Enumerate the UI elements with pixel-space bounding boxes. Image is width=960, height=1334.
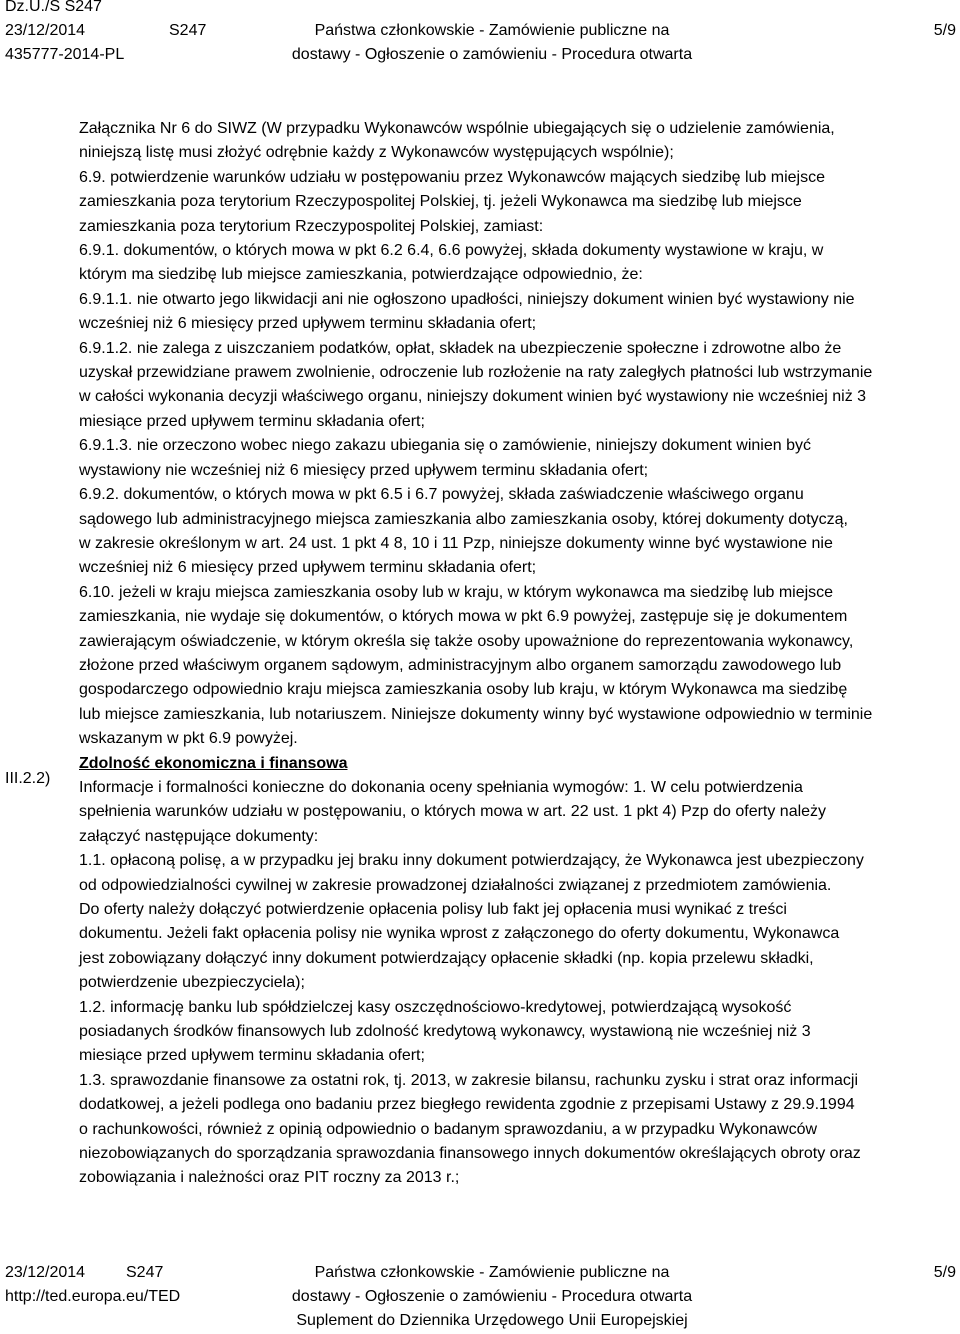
text-line: niniejszą listę musi złożyć odrębnie każdy z Wykonawców występujących wspólnie); xyxy=(79,144,674,162)
footer-page-number: 5/9 xyxy=(933,1264,956,1281)
text-line: załączyć następujące dokumenty: xyxy=(79,827,319,845)
footer-series: S247 xyxy=(126,1264,164,1281)
text-line: spełnienia warunków udziału w postępowaniu, o których mowa w art. 22 ust. 1 pkt 4) Pzp do oferty należy xyxy=(79,803,827,821)
text-line: uzyskał przewidziane prawem zwolnienie, odroczenie lub rozłożenie na raty zaległych płatności lub wstrzymanie xyxy=(79,364,873,382)
text-line: w całości wykonania decyzji właściwego organu, niniejszy dokument winien być wystawiony nie wcześniej niż 3 xyxy=(79,388,867,406)
header-title-line-1: Państwa członkowskie - Zamówienie publiczne na xyxy=(314,22,670,39)
text-line: złożone przed właściwym organem sądowym, administracyjnym albo organem samorządu zawodowego lub xyxy=(79,656,842,674)
text-line: zamieszkania poza terytorium Rzeczypospolitej Polskiej, tj. jeżeli Wykonawca ma siedzibę lub miejsce xyxy=(79,193,802,211)
text-line: niezobowiązanych do sporządzania sprawozdania finansowego innych dokumentów określających obroty oraz xyxy=(79,1145,861,1163)
text-line: miesiące przed upływem terminu składania ofert; xyxy=(79,1047,425,1065)
text-line: 1.1. opłaconą polisę, a w przypadku jej braku inny dokument potwierdzający, że Wykonawca jest ubezpieczony xyxy=(79,852,864,870)
text-line: od odpowiedzialności cywilnej w zakresie prowadzonej działalności związanej z przedmiotem zamówienia. xyxy=(79,876,832,894)
text-line: miesiące przed upływem terminu składania ofert; xyxy=(79,412,425,430)
text-line: zamieszkania poza terytorium Rzeczypospolitej Polskiej, zamiast: xyxy=(79,217,544,235)
text-line: dodatkowej, a jeżeli podlega ono badaniu przez biegłego rewidenta zgodnie z przepisami Ustawy z 29.9.1994 xyxy=(79,1096,855,1114)
text-line: zawierającym oświadczenie, w którym określa się także osoby upoważnione do reprezentowania wykonawcy, xyxy=(79,632,854,650)
text-line: jest zobowiązany dołączyć inny dokument potwierdzający opłacenie składki (np. kopia przelewu składki, xyxy=(79,949,814,967)
text-line: 6.9.1. dokumentów, o których mowa w pkt 6.2 6.4, 6.6 powyżej, składa dokumenty wystawione w kraju, w xyxy=(79,242,824,260)
text-line: dokumentu. Jeżeli fakt opłacenia polisy nie wynika wprost z załączonego do oferty dokumentu, Wykonawca xyxy=(79,925,840,943)
text-line: posiadanych środków finansowych lub zdolność kredytową wykonawcy, wystawioną nie wcześniej niż 3 xyxy=(79,1023,811,1041)
text-line: 6.9.1.3. nie orzeczono wobec niego zakazu ubiegania się o zamówienie, niniejszy dokument winien być xyxy=(79,437,811,455)
header-left xyxy=(5,0,124,67)
text-line: Informacje i formalności konieczne do dokonania oceny spełniania wymogów: 1. W celu potwierdzenia xyxy=(79,778,803,796)
footer-title-line-3: Suplement do Dziennika Urzędowego Unii Europejskiej xyxy=(296,1312,688,1329)
header-page-number: 5/9 xyxy=(933,22,956,39)
footer-title-line-1: Państwa członkowskie - Zamówienie publiczne na xyxy=(314,1264,670,1281)
text-line: Załącznika Nr 6 do SIWZ (W przypadku Wykonawców wspólnie ubiegających się o udzielenie zamówienia, xyxy=(79,120,835,137)
section-text xyxy=(79,776,954,1191)
text-line: wystawiony nie wcześniej niż 6 miesięcy przed upływem terminu składania ofert; xyxy=(79,461,649,479)
text-line: gospodarczego odpowiednio kraju miejsca zamieszkania osoby lub kraju, w którym Wykonawca ma siedzibę xyxy=(79,681,848,699)
body-text xyxy=(79,117,954,752)
text-line: 6.9.1.1. nie otwarto jego likwidacji ani nie ogłoszono upadłości, niniejszy dokument winien być wystawiony nie xyxy=(79,290,855,308)
section-heading xyxy=(79,752,954,776)
text-line: 6.9.1.2. nie zalega z uiszczaniem podatków, opłat, składek na ubezpieczenie społeczne i zdrowotne albo że xyxy=(79,339,842,357)
footer-date: 23/12/2014 xyxy=(5,1264,86,1281)
text-line: w zakresie określonym w art. 24 ust. 1 pkt 4 8, 10 i 11 Pzp, niniejsze dokumenty winne być wystawione nie xyxy=(79,534,833,552)
header-series: S247 xyxy=(169,22,207,39)
text-line: wskazanym w pkt 6.9 powyżej. xyxy=(79,730,298,748)
text-line: 6.10. jeżeli w kraju miejsca zamieszkania osoby lub w kraju, w którym wykonawca ma siedzibę lub miejsce xyxy=(79,583,834,601)
text-line: wcześniej niż 6 miesięcy przed upływem terminu składania ofert; xyxy=(79,559,537,577)
text-line: 1.2. informację banku lub spółdzielczej kasy oszczędnościowo-kredytowej, potwierdzającą wysokość xyxy=(79,998,792,1016)
text-line: potwierdzenie ubezpieczyciela); xyxy=(79,974,305,992)
section-number: III.2.2) xyxy=(5,770,51,787)
text-line: zobowiązania i należności oraz PIT roczny za 2013 r.; xyxy=(79,1169,460,1187)
publication-date: 23/12/2014 xyxy=(5,22,86,39)
footer-link[interactable]: http://ted.europa.eu/TED xyxy=(5,1288,181,1305)
text-line: Do oferty należy dołączyć potwierdzenie opłacenia polisy lub fakt jej opłacenia musi wynikać z treści xyxy=(79,901,787,918)
text-line: zamieszkania, nie wydaje się dokumentów, o których mowa w pkt 6.9 powyżej, zastępuje się je dokumentem xyxy=(79,608,848,626)
header-title-line-2: dostawy - Ogłoszenie o zamówieniu - Procedura otwarta xyxy=(291,46,693,63)
text-line: 1.3. sprawozdanie finansowe za ostatni rok, tj. 2013, w zakresie bilansu, rachunku zysku i strat oraz informacji xyxy=(79,1071,859,1089)
text-line: 6.9.2. dokumentów, o których mowa w pkt 6.5 i 6.7 powyżej, składa zaświadczenie właściwego organu xyxy=(79,486,804,504)
text-line: wcześniej niż 6 miesięcy przed upływem terminu składania ofert; xyxy=(79,315,537,333)
journal-reference: Dz.U./S S247 xyxy=(5,0,102,15)
text-line: 6.9. potwierdzenie warunków udziału w postępowaniu przez Wykonawców mających siedzibę lub miejsce xyxy=(79,168,825,186)
footer-title-line-2: dostawy - Ogłoszenie o zamówieniu - Procedura otwarta xyxy=(291,1288,693,1305)
section-title: Zdolność ekonomiczna i finansowa xyxy=(79,754,348,772)
text-line: lub miejsce zamieszkania, lub notariuszem. Niniejsze dokumenty winny być wystawione odpowiednio w terminie xyxy=(79,705,873,723)
text-line: o rachunkowości, również z opinią odpowiednio o badanym sprawozdaniu, a w przypadku Wykonawców xyxy=(79,1120,818,1138)
text-line: którym ma siedzibę lub miejsce zamieszkania, potwierdzające odpowiednio, że: xyxy=(79,266,643,284)
notice-number: 435777-2014-PL xyxy=(5,46,125,63)
document-body xyxy=(79,117,954,1191)
text-line: sądowego lub administracyjnego miejsca zamieszkania albo zamieszkania osoby, której dokumenty dotyczą, xyxy=(79,510,848,528)
